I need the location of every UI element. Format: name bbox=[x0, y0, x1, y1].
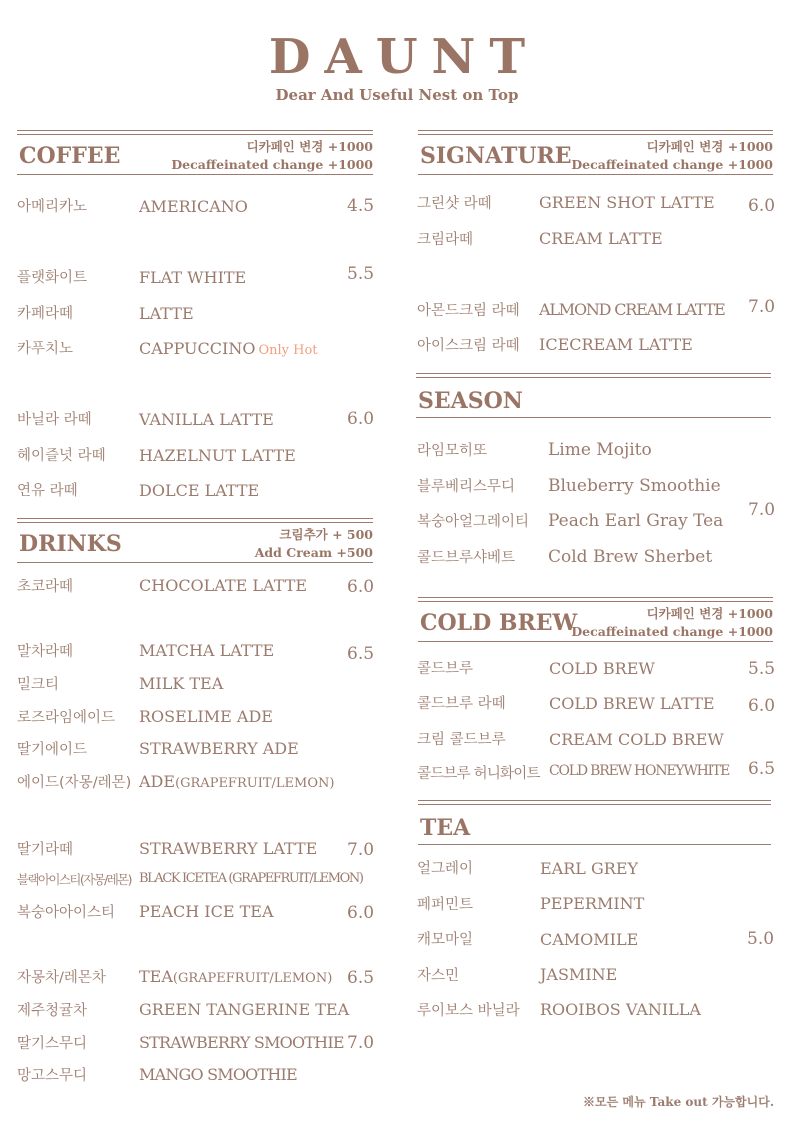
coffee-section-header bbox=[17, 130, 373, 175]
menu-item-ko: 복숭아얼그레이티 bbox=[417, 514, 530, 530]
menu-item-en: LATTE bbox=[139, 304, 194, 323]
price: 6.5 bbox=[748, 759, 776, 779]
menu-item-en: COLD BREW HONEYWHITE bbox=[549, 763, 730, 779]
menu-item-en: GREEN SHOT LATTE bbox=[539, 193, 715, 212]
menu-item-ko: 에이드(자몽/레몬) bbox=[17, 775, 132, 791]
price: 6.0 bbox=[347, 577, 375, 597]
menu-item-en: COLD BREW bbox=[549, 659, 655, 678]
menu-item-en: STRAWBERRY SMOOTHIE bbox=[139, 1033, 344, 1052]
menu-item-ko: 딸기스무디 bbox=[17, 1036, 88, 1052]
menu-item-ko: 블루베리스무디 bbox=[417, 479, 516, 495]
menu-item-en: Cold Brew Sherbet bbox=[548, 547, 713, 567]
menu-item-en: HAZELNUT LATTE bbox=[139, 446, 296, 465]
menu-item-en: Lime Mojito bbox=[548, 440, 652, 460]
price: 7.0 bbox=[347, 840, 375, 860]
menu-item-ko: 바닐라 라떼 bbox=[17, 412, 92, 428]
menu-item-ko: 라임모히또 bbox=[417, 443, 488, 459]
menu-item-ko: 얼그레이 bbox=[417, 861, 474, 877]
menu-item-en: CAPPUCCINO Only Hot bbox=[139, 339, 318, 358]
menu-item-ko: 콜드브루 허니화이트 bbox=[417, 766, 540, 782]
menu-item-en: ICECREAM LATTE bbox=[539, 335, 693, 354]
menu-item-ko: 연유 라떼 bbox=[17, 483, 78, 499]
signature-decaf-note: 디카페인 변경 +1000 Decaffeinated change +1000 bbox=[571, 139, 773, 172]
menu-item-ko: 그린샷 라떼 bbox=[417, 196, 492, 212]
menu-item-en: BLACK ICETEA (GRAPEFRUIT/LEMON) bbox=[139, 871, 363, 886]
cold-brew-title: COLD BREW bbox=[420, 610, 578, 636]
price: 6.5 bbox=[347, 968, 375, 988]
menu-item-en: GREEN TANGERINE TEA bbox=[139, 1000, 350, 1019]
menu-item-ko: 플랫화이트 bbox=[17, 270, 88, 286]
price: 7.0 bbox=[748, 297, 776, 317]
menu-item-en: PEPERMINT bbox=[540, 894, 645, 913]
menu-item-ko: 딸기에이드 bbox=[17, 742, 88, 758]
menu-item-ko: 로즈라임에이드 bbox=[17, 710, 116, 726]
menu-item-ko: 크림라떼 bbox=[417, 232, 474, 248]
season-title: SEASON bbox=[418, 388, 523, 414]
menu-item-ko: 아메리카노 bbox=[17, 199, 88, 215]
price: 6.5 bbox=[347, 644, 375, 664]
cold-brew-section-header bbox=[418, 597, 773, 642]
menu-item-ko: 말차라떼 bbox=[17, 644, 74, 660]
menu-item-en: JASMINE bbox=[540, 965, 618, 984]
menu-item-ko: 초코라떼 bbox=[17, 579, 74, 595]
price: 7.0 bbox=[347, 1033, 375, 1053]
menu-item-en: ROOIBOS VANILLA bbox=[540, 1000, 701, 1019]
menu-item-ko: 카푸치노 bbox=[17, 341, 74, 357]
drinks-title: DRINKS bbox=[19, 531, 122, 557]
price: 4.5 bbox=[347, 196, 375, 216]
price: 6.0 bbox=[748, 196, 776, 216]
menu-item-en: CHOCOLATE LATTE bbox=[139, 576, 308, 595]
menu-item-ko: 자몽차/레몬차 bbox=[17, 970, 106, 986]
menu-item-ko: 페퍼민트 bbox=[417, 897, 474, 913]
takeout-note: ※모든 메뉴 Take out 가능합니다. bbox=[583, 1095, 774, 1109]
brand-tagline: Dear And Useful Nest on Top bbox=[275, 86, 519, 104]
menu-item-en: CREAM LATTE bbox=[539, 229, 663, 248]
menu-item-ko: 제주청귤차 bbox=[17, 1003, 88, 1019]
menu-item-ko: 밀크티 bbox=[17, 677, 60, 693]
coffee-title: COFFEE bbox=[19, 143, 121, 169]
menu-item-en: CAMOMILE bbox=[540, 930, 639, 949]
price: 6.0 bbox=[347, 903, 375, 923]
price: 6.0 bbox=[347, 409, 375, 429]
menu-item-ko: 콜드브루 bbox=[417, 661, 474, 677]
price: 5.0 bbox=[747, 929, 775, 949]
menu-item-en: STRAWBERRY LATTE bbox=[139, 839, 318, 858]
menu-item-en: VANILLA LATTE bbox=[139, 410, 274, 429]
price: 6.0 bbox=[748, 696, 776, 716]
menu-item-en: ALMOND CREAM LATTE bbox=[539, 300, 725, 319]
menu-item-ko: 헤이즐넛 라떼 bbox=[17, 448, 106, 464]
menu-item-ko: 콜드브루 라떼 bbox=[417, 696, 506, 712]
only-hot-label: Only Hot bbox=[258, 343, 318, 358]
menu-item-en: ADE(GRAPEFRUIT/LEMON) bbox=[139, 772, 335, 791]
brand-name: DAUNT bbox=[268, 29, 540, 85]
menu-item-ko: 콜드브루샤베트 bbox=[417, 550, 516, 566]
menu-item-ko: 아이스크림 라떼 bbox=[417, 338, 520, 354]
menu-item-en: EARL GREY bbox=[540, 859, 639, 878]
menu-item-en: COLD BREW LATTE bbox=[549, 694, 715, 713]
brand-header bbox=[0, 30, 794, 104]
menu-item-ko: 루이보스 바닐라 bbox=[417, 1003, 520, 1019]
menu-item-en: MATCHA LATTE bbox=[139, 641, 275, 660]
menu-item-en: MANGO SMOOTHIE bbox=[139, 1065, 297, 1084]
menu-item-ko: 아몬드크림 라떼 bbox=[417, 303, 520, 319]
menu-item-en: STRAWBERRY ADE bbox=[139, 739, 299, 758]
cold-brew-decaf-note: 디카페인 변경 +1000 Decaffeinated change +1000 bbox=[571, 606, 773, 639]
coffee-decaf-note: 디카페인 변경 +1000 Decaffeinated change +1000 bbox=[171, 139, 373, 172]
menu-item-ko: 복숭아아이스티 bbox=[17, 905, 116, 921]
price: 7.0 bbox=[748, 500, 776, 520]
menu-item-ko: 블랙아이스티(자몽/레몬) bbox=[17, 872, 131, 887]
menu-item-en: Blueberry Smoothie bbox=[548, 476, 721, 496]
signature-title: SIGNATURE bbox=[420, 143, 572, 169]
drinks-cream-note: 크림추가 + 500 Add Cream +500 bbox=[254, 527, 373, 560]
menu-item-ko: 망고스무디 bbox=[17, 1068, 88, 1084]
menu-item-en: CREAM COLD BREW bbox=[549, 730, 724, 749]
menu-item-ko: 크림 콜드브루 bbox=[417, 732, 506, 748]
tea-section-header bbox=[418, 800, 771, 845]
menu-item-en: PEACH ICE TEA bbox=[139, 902, 274, 921]
menu-item-en: AMERICANO bbox=[139, 197, 248, 216]
menu-item-ko: 캐모마일 bbox=[417, 932, 474, 948]
signature-section-header bbox=[418, 130, 773, 175]
menu-item-en: DOLCE LATTE bbox=[139, 481, 260, 500]
menu-item-ko: 딸기라떼 bbox=[17, 842, 74, 858]
menu-item-en: TEA(GRAPEFRUIT/LEMON) bbox=[139, 967, 333, 986]
menu-item-ko: 자스민 bbox=[417, 968, 460, 984]
drinks-section-header bbox=[17, 518, 373, 563]
price: 5.5 bbox=[347, 264, 375, 284]
menu-item-en: MILK TEA bbox=[139, 674, 224, 693]
price: 5.5 bbox=[748, 659, 776, 679]
season-section-header bbox=[416, 373, 771, 418]
tea-title: TEA bbox=[420, 815, 471, 841]
menu-item-ko: 카페라떼 bbox=[17, 306, 74, 322]
menu-item-en: ROSELIME ADE bbox=[139, 707, 273, 726]
menu-item-en: FLAT WHITE bbox=[139, 268, 247, 287]
menu-item-en: Peach Earl Gray Tea bbox=[548, 511, 724, 531]
